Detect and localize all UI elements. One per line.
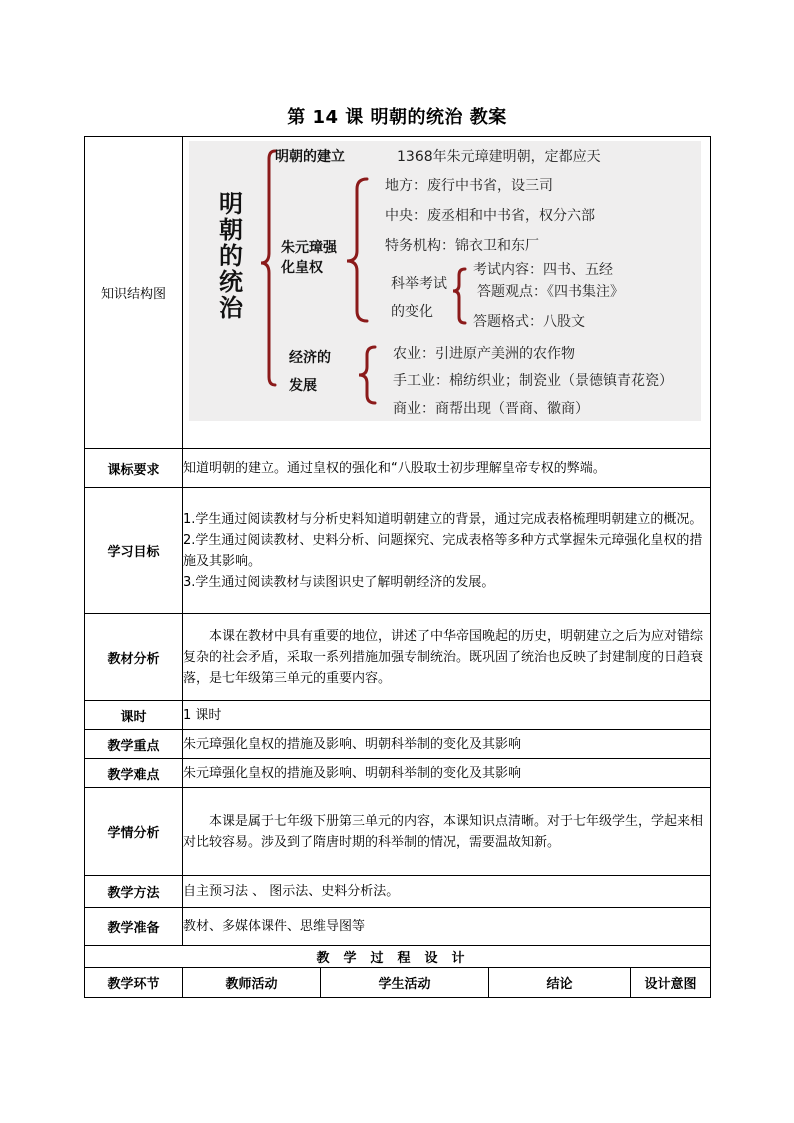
map-economy-agriculture: 农业：引进原产美洲的农作物 bbox=[393, 346, 575, 362]
analysis-cell bbox=[183, 614, 711, 701]
row-hours bbox=[85, 701, 711, 730]
knowledge-map-label: 知识结构图 bbox=[85, 137, 183, 449]
knowledge-map-cell bbox=[183, 137, 711, 449]
row-process-header bbox=[85, 946, 711, 968]
column-header: 设计意图 bbox=[631, 968, 711, 998]
column-header: 教师活动 bbox=[183, 968, 321, 998]
row-student-analysis bbox=[85, 788, 711, 876]
row-goals bbox=[85, 488, 711, 614]
map-economy-commerce: 商业：商帮出现（晋商、徽商） bbox=[393, 401, 589, 417]
column-header: 教学环节 bbox=[85, 968, 183, 998]
row-knowledge-map bbox=[85, 137, 711, 449]
row-difficult-points bbox=[85, 759, 711, 788]
exam-bracket bbox=[453, 269, 465, 323]
hours-text: 1 课时 bbox=[183, 701, 711, 730]
analysis-text: 本课在教材中具有重要的地位，讲述了中华帝国晚起的历史，明朝建立之后为应对错综复杂的社会矛盾，采取一系列措施加强专制统治。既巩固了统治也反映了封建制度的日趋衰落，是七年级第三单元的重要内容。 bbox=[183, 628, 704, 686]
goal-item: 1.学生通过阅读教材与分析史料知道明朝建立的背景，通过完成表格梳理明朝建立的概况。 bbox=[183, 511, 703, 527]
goals-label: 学习目标 bbox=[85, 488, 183, 614]
process-header: 教学过程设计 bbox=[85, 946, 711, 968]
column-header: 学生活动 bbox=[321, 968, 489, 998]
map-economy-label-2: 发展 bbox=[289, 378, 317, 394]
goals-cell bbox=[183, 488, 711, 614]
row-standard bbox=[85, 449, 711, 488]
map-founding-text: 1368年朱元璋建明朝，定都应天 bbox=[397, 149, 601, 165]
main-bracket bbox=[261, 151, 275, 385]
key-points-label: 教学重点 bbox=[85, 730, 183, 759]
goal-item: 3.学生通过阅读教材与读图识史了解明朝经济的发展。 bbox=[183, 574, 495, 590]
power-bracket bbox=[347, 179, 367, 321]
difficult-points-text: 朱元璋强化皇权的措施及影响、明朝科举制的变化及其影响 bbox=[183, 759, 711, 788]
row-analysis bbox=[85, 614, 711, 701]
analysis-label: 教材分析 bbox=[85, 614, 183, 701]
map-power-local: 地方：废行中书省，设三司 bbox=[385, 178, 553, 194]
row-methods bbox=[85, 876, 711, 908]
methods-text: 自主预习法 、 图示法、史料分析法。 bbox=[183, 876, 711, 908]
student-analysis-text: 本课是属于七年级下册第三单元的内容，本课知识点清晰。对于七年级学生，学起来相对比较容易。涉及到了隋唐时期的科举制的情况，需要温故知新。 bbox=[183, 813, 704, 850]
goal-item: 2.学生通过阅读教材、史料分析、问题探究、完成表格等多种方式掌握朱元璋强化皇权的措施及其影响。 bbox=[183, 532, 703, 569]
map-power-secret: 特务机构：锦衣卫和东厂 bbox=[385, 238, 539, 254]
map-economy-label-1: 经济的 bbox=[289, 350, 331, 366]
lesson-plan-table bbox=[84, 136, 711, 998]
key-points-text: 朱元璋强化皇权的措施及影响、明朝科举制的变化及其影响 bbox=[183, 730, 711, 759]
hours-label: 课时 bbox=[85, 701, 183, 730]
map-power-label-1: 朱元璋强 bbox=[281, 240, 337, 256]
map-economy-handicraft: 手工业：棉纺织业；制瓷业（景德镇青花瓷） bbox=[393, 373, 673, 389]
row-process-columns bbox=[85, 968, 711, 998]
economy-bracket bbox=[359, 347, 375, 403]
student-analysis-label: 学情分析 bbox=[85, 788, 183, 876]
map-exam-label-1: 科举考试 bbox=[391, 276, 447, 292]
student-analysis-cell bbox=[183, 788, 711, 876]
column-header: 结论 bbox=[489, 968, 631, 998]
map-exam-view: 答题观点：《四书集注》 bbox=[477, 284, 624, 300]
map-power-central: 中央：废丞相和中书省，权分六部 bbox=[385, 208, 595, 224]
map-power-label-2: 化皇权 bbox=[281, 260, 323, 276]
difficult-points-label: 教学难点 bbox=[85, 759, 183, 788]
standard-text: 知道明朝的建立。通过皇权的强化和“八股取士初步理解皇帝专权的弊端。 bbox=[183, 449, 711, 488]
standard-label: 课标要求 bbox=[85, 449, 183, 488]
preparation-text: 教材、多媒体课件、思维导图等 bbox=[183, 908, 711, 946]
map-main-title: 明朝的统治 bbox=[219, 190, 243, 322]
row-preparation bbox=[85, 908, 711, 946]
map-exam-label-2: 的变化 bbox=[391, 304, 433, 320]
document-title: 第 14 课 明朝的统治 教案 bbox=[287, 107, 507, 128]
knowledge-map-diagram bbox=[189, 141, 701, 421]
preparation-label: 教学准备 bbox=[85, 908, 183, 946]
methods-label: 教学方法 bbox=[85, 876, 183, 908]
map-exam-content: 考试内容：四书、五经 bbox=[473, 262, 613, 278]
map-exam-format: 答题格式：八股文 bbox=[473, 314, 585, 330]
row-key-points bbox=[85, 730, 711, 759]
map-founding-label: 明朝的建立 bbox=[275, 149, 345, 165]
